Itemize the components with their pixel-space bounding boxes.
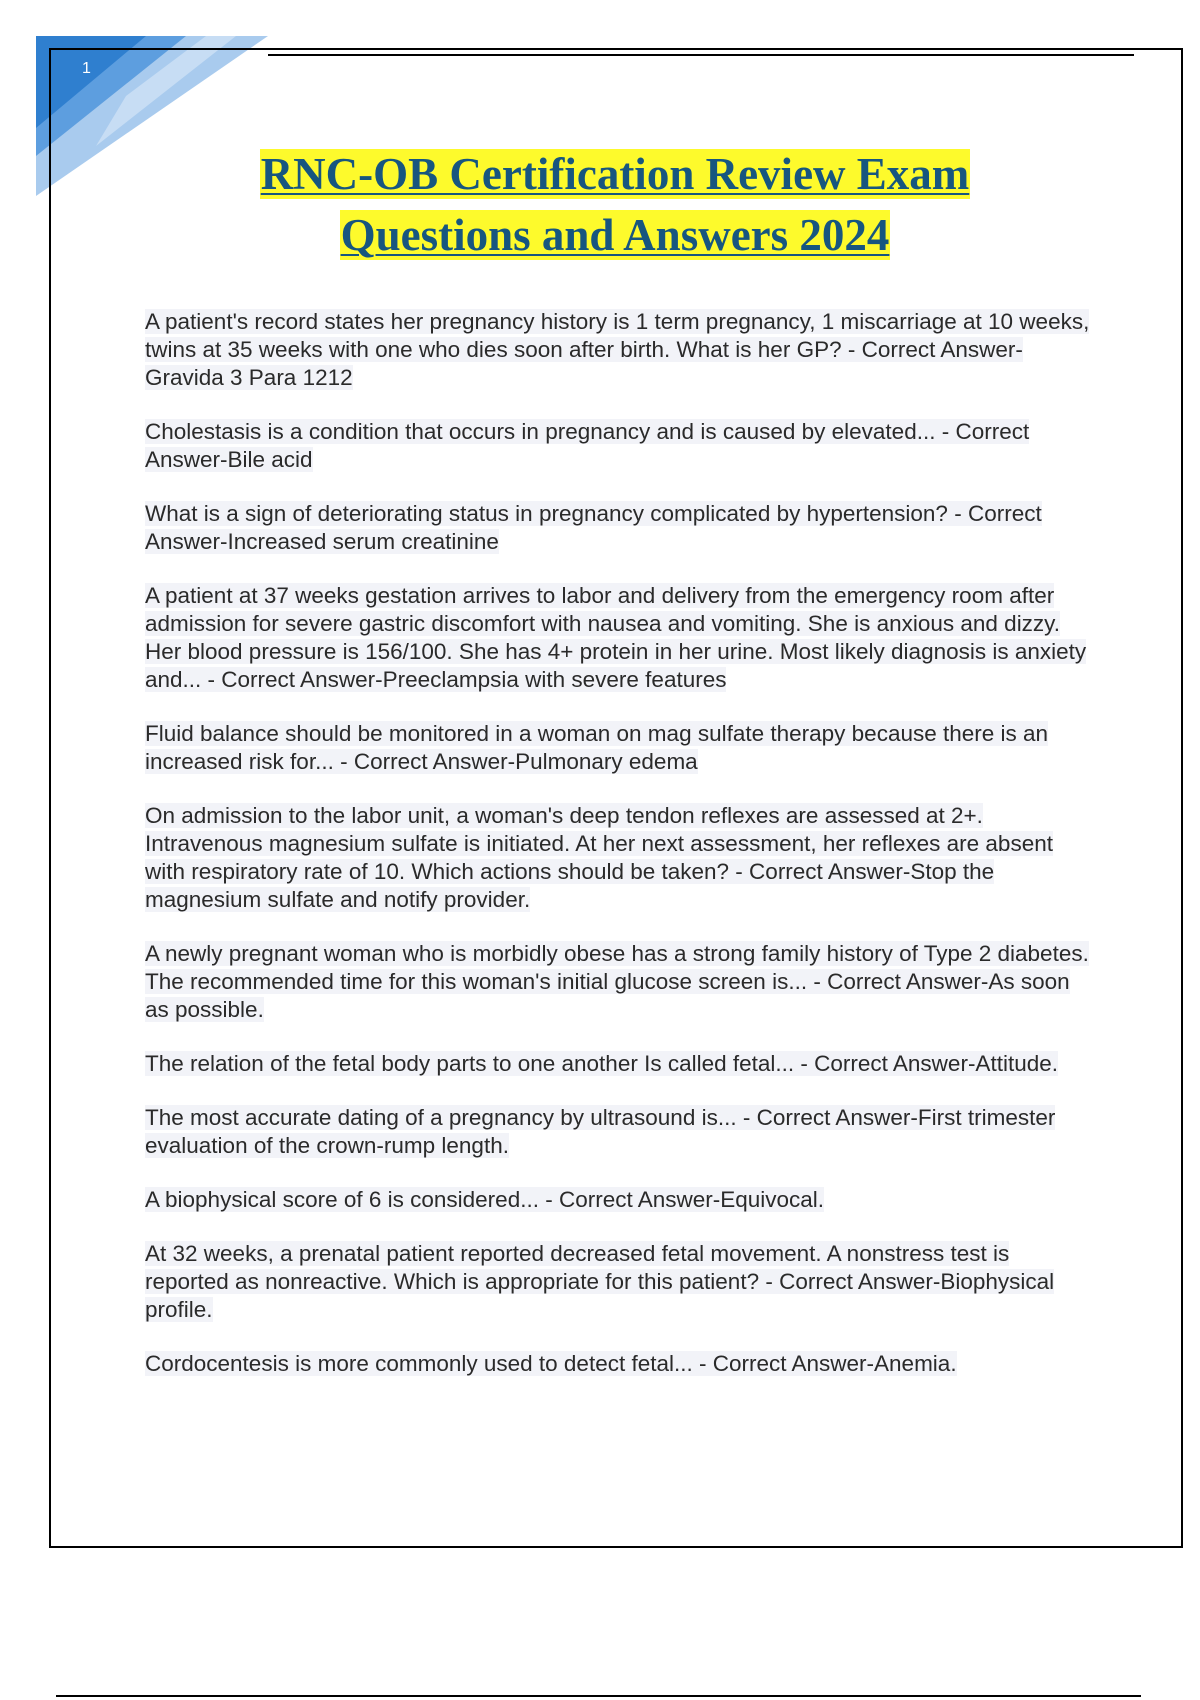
document-title <box>100 144 1130 266</box>
qa-item <box>145 940 1095 1024</box>
qa-item <box>145 1350 1095 1378</box>
title-line-1: RNC-OB Certification Review Exam <box>260 149 970 199</box>
qa-list <box>145 308 1095 1404</box>
qa-text: The relation of the fetal body parts to one another Is called fetal... - Correct Answer-Attitude. <box>145 1051 1058 1076</box>
qa-text: What is a sign of deteriorating status in pregnancy complicated by hypertension? - Correct Answer-Increased serum creatinine <box>145 501 1042 554</box>
qa-item <box>145 802 1095 914</box>
qa-text: The most accurate dating of a pregnancy by ultrasound is... - Correct Answer-First trimester evaluation of the crown-rump length. <box>145 1105 1056 1158</box>
qa-item <box>145 1050 1095 1078</box>
qa-item <box>145 308 1095 392</box>
qa-text: Fluid balance should be monitored in a woman on mag sulfate therapy because there is an increased risk for... - Correct Answer-Pulmonary edema <box>145 721 1049 774</box>
footer-rule <box>56 1695 1141 1697</box>
qa-item <box>145 720 1095 776</box>
qa-text: A patient's record states her pregnancy history is 1 term pregnancy, 1 miscarriage at 10 weeks, twins at 35 weeks with one who dies soon after birth. What is her GP? - Correct Answer-Gravida 3 Para 1212 <box>145 309 1090 390</box>
qa-item <box>145 1240 1095 1324</box>
qa-text: At 32 weeks, a prenatal patient reported decreased fetal movement. A nonstress test is reported as nonreactive. Which is appropriate for this patient? - Correct Answer-Biophysical profile. <box>145 1241 1055 1322</box>
qa-text: A patient at 37 weeks gestation arrives to labor and delivery from the emergency room after admission for severe gastric discomfort with nausea and vomiting. She is anxious and dizzy. Her blood pressure is 156/100. She has 4+ protein in her urine. Most likely diagnosis is anxiety and... - Correct Answer-Preeclampsia with severe features <box>145 583 1087 692</box>
qa-item <box>145 1186 1095 1214</box>
qa-text: A newly pregnant woman who is morbidly obese has a strong family history of Type 2 diabetes. The recommended time for this woman's initial glucose screen is... - Correct Answer-As soon as possible. <box>145 941 1089 1022</box>
qa-text: Cordocentesis is more commonly used to detect fetal... - Correct Answer-Anemia. <box>145 1351 957 1376</box>
qa-item <box>145 582 1095 694</box>
page-number: 1 <box>82 60 91 77</box>
qa-text: On admission to the labor unit, a woman's deep tendon reflexes are assessed at 2+. Intravenous magnesium sulfate is initiated. At her next assessment, her reflexes are absent with respiratory rate of 10. Which actions should be taken? - Correct Answer-Stop the magnesium sulfate and notify provider. <box>145 803 1053 912</box>
qa-item <box>145 418 1095 474</box>
qa-item <box>145 1104 1095 1160</box>
qa-text: A biophysical score of 6 is considered... - Correct Answer-Equivocal. <box>145 1187 825 1212</box>
qa-item <box>145 500 1095 556</box>
qa-text: Cholestasis is a condition that occurs in pregnancy and is caused by elevated... - Correct Answer-Bile acid <box>145 419 1030 472</box>
title-line-2: Questions and Answers 2024 <box>340 210 890 260</box>
